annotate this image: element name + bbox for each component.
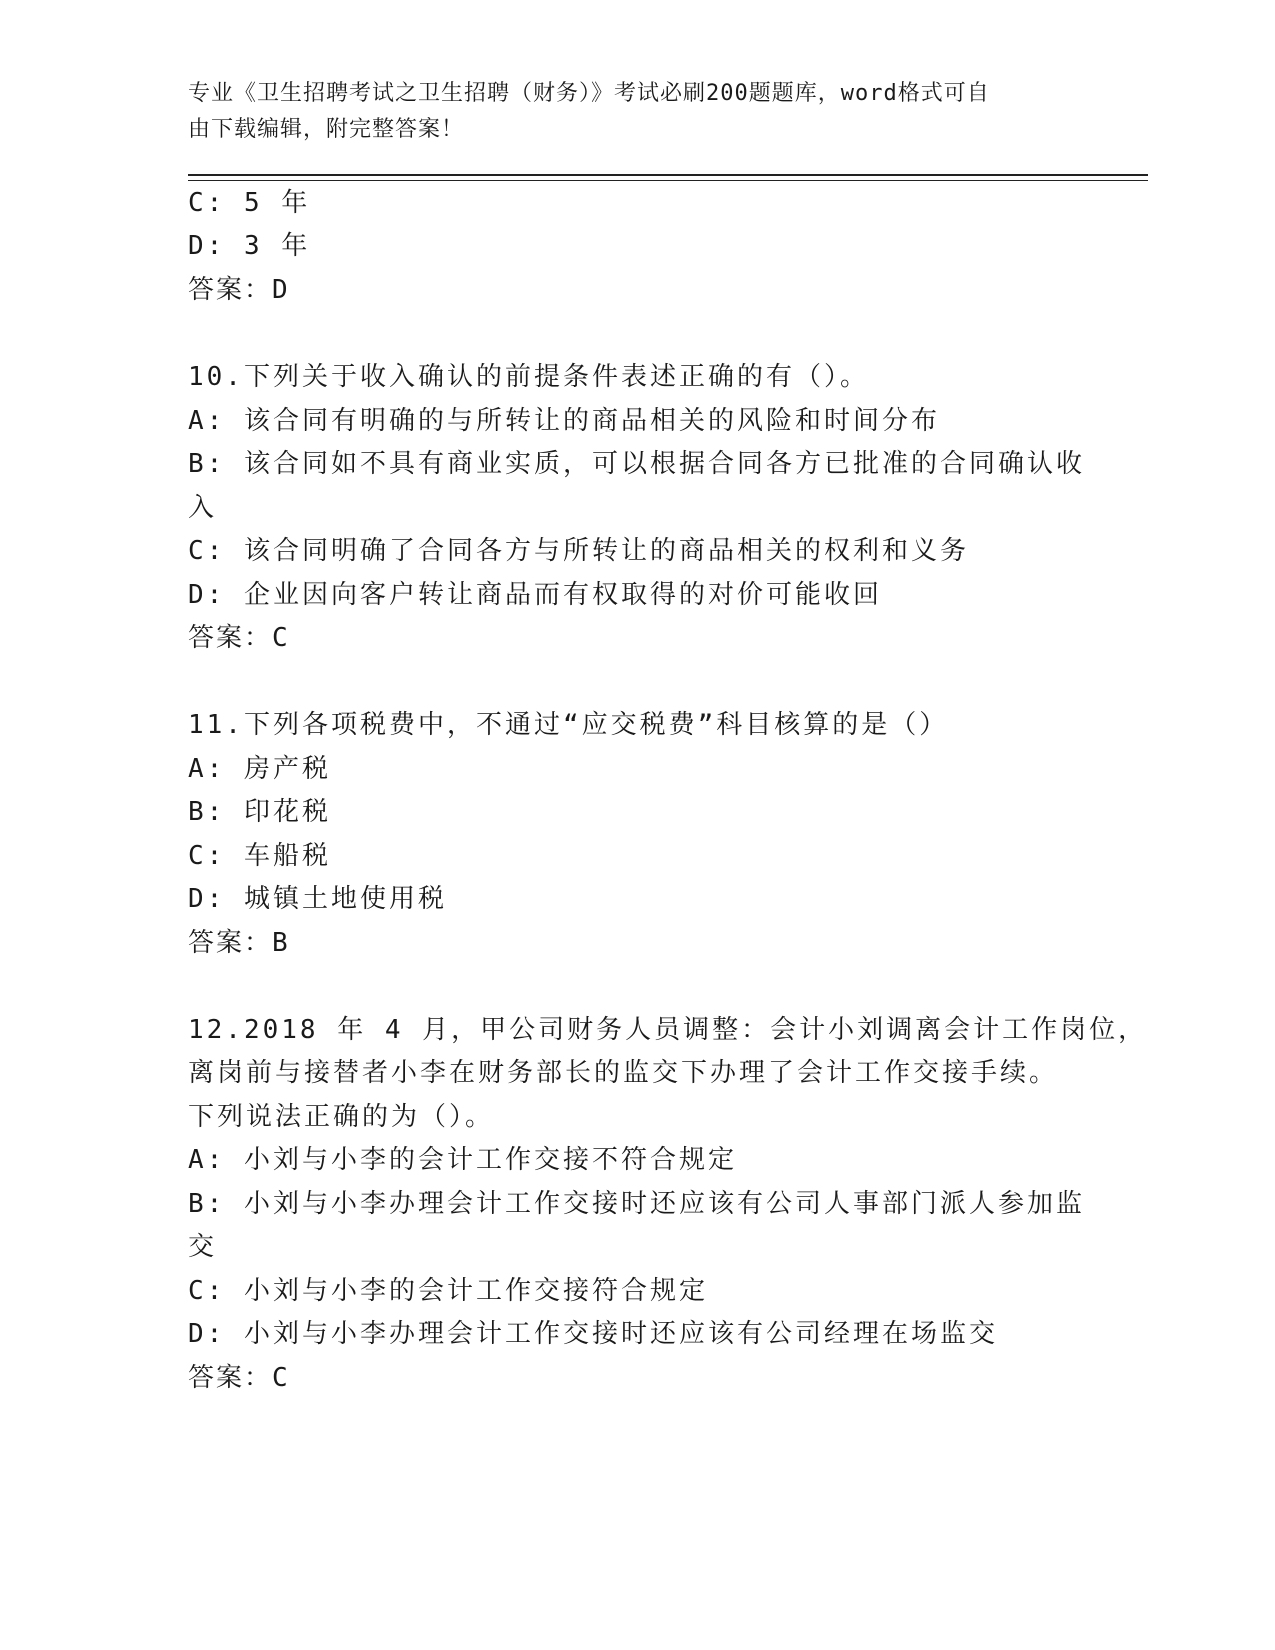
q12-option-d: D: 小刘与小李办理会计工作交接时还应该有公司经理在场监交	[188, 1319, 998, 1349]
q11-answer: 答案：B	[188, 928, 290, 958]
q11-option-d: D: 城镇土地使用税	[188, 884, 447, 914]
q12-option-b: B: 小刘与小李办理会计工作交接时还应该有公司人事部门派人参加监	[188, 1189, 1085, 1219]
q10-option-d: D: 企业因向客户转让商品而有权取得的对价可能收回	[188, 580, 882, 610]
q10-option-b-cont: 入	[188, 493, 218, 523]
document-header	[188, 76, 1068, 148]
q12-option-c: C: 小刘与小李的会计工作交接符合规定	[188, 1276, 708, 1306]
header-line-2: 由下载编辑，附完整答案！	[188, 117, 465, 142]
q11-option-b: B: 印花税	[188, 797, 331, 827]
q10-stem: 10.下列关于收入确认的前提条件表述正确的有（）。	[188, 362, 869, 392]
q11-stem: 11.下列各项税费中，不通过“应交税费”科目核算的是（）	[188, 710, 949, 740]
header-divider-thick	[188, 174, 1148, 176]
q10-answer: 答案：C	[188, 623, 290, 653]
q12-answer: 答案：C	[188, 1363, 290, 1393]
q10-option-c: C: 该合同明确了合同各方与所转让的商品相关的权利和义务	[188, 536, 969, 566]
q11-option-a: A: 房产税	[188, 754, 331, 784]
q11-option-c: C: 车船税	[188, 841, 331, 871]
q10-option-b: B: 该合同如不具有商业实质，可以根据合同各方已批准的合同确认收	[188, 449, 1085, 479]
q9-option-c: C: 5 年	[188, 188, 311, 218]
q9-option-d: D: 3 年	[188, 231, 311, 261]
q12-option-a: A: 小刘与小李的会计工作交接不符合规定	[188, 1145, 737, 1175]
q12-stem-line-2: 离岗前与接替者小李在财务部长的监交下办理了会计工作交接手续。	[188, 1058, 1059, 1088]
q9-answer: 答案：D	[188, 275, 290, 305]
q10-option-a: A: 该合同有明确的与所转让的商品相关的风险和时间分布	[188, 406, 940, 436]
q12-option-b-cont: 交	[188, 1232, 218, 1262]
header-divider-thin	[188, 180, 1148, 181]
q12-stem-line-3: 下列说法正确的为（）。	[188, 1102, 495, 1132]
header-line-1: 专业《卫生招聘考试之卫生招聘（财务）》考试必刷200题题库，word格式可自	[188, 81, 990, 106]
q12-stem-line-1: 12.2018 年 4 月，甲公司财务人员调整：会计小刘调离会计工作岗位，	[188, 1015, 1148, 1045]
